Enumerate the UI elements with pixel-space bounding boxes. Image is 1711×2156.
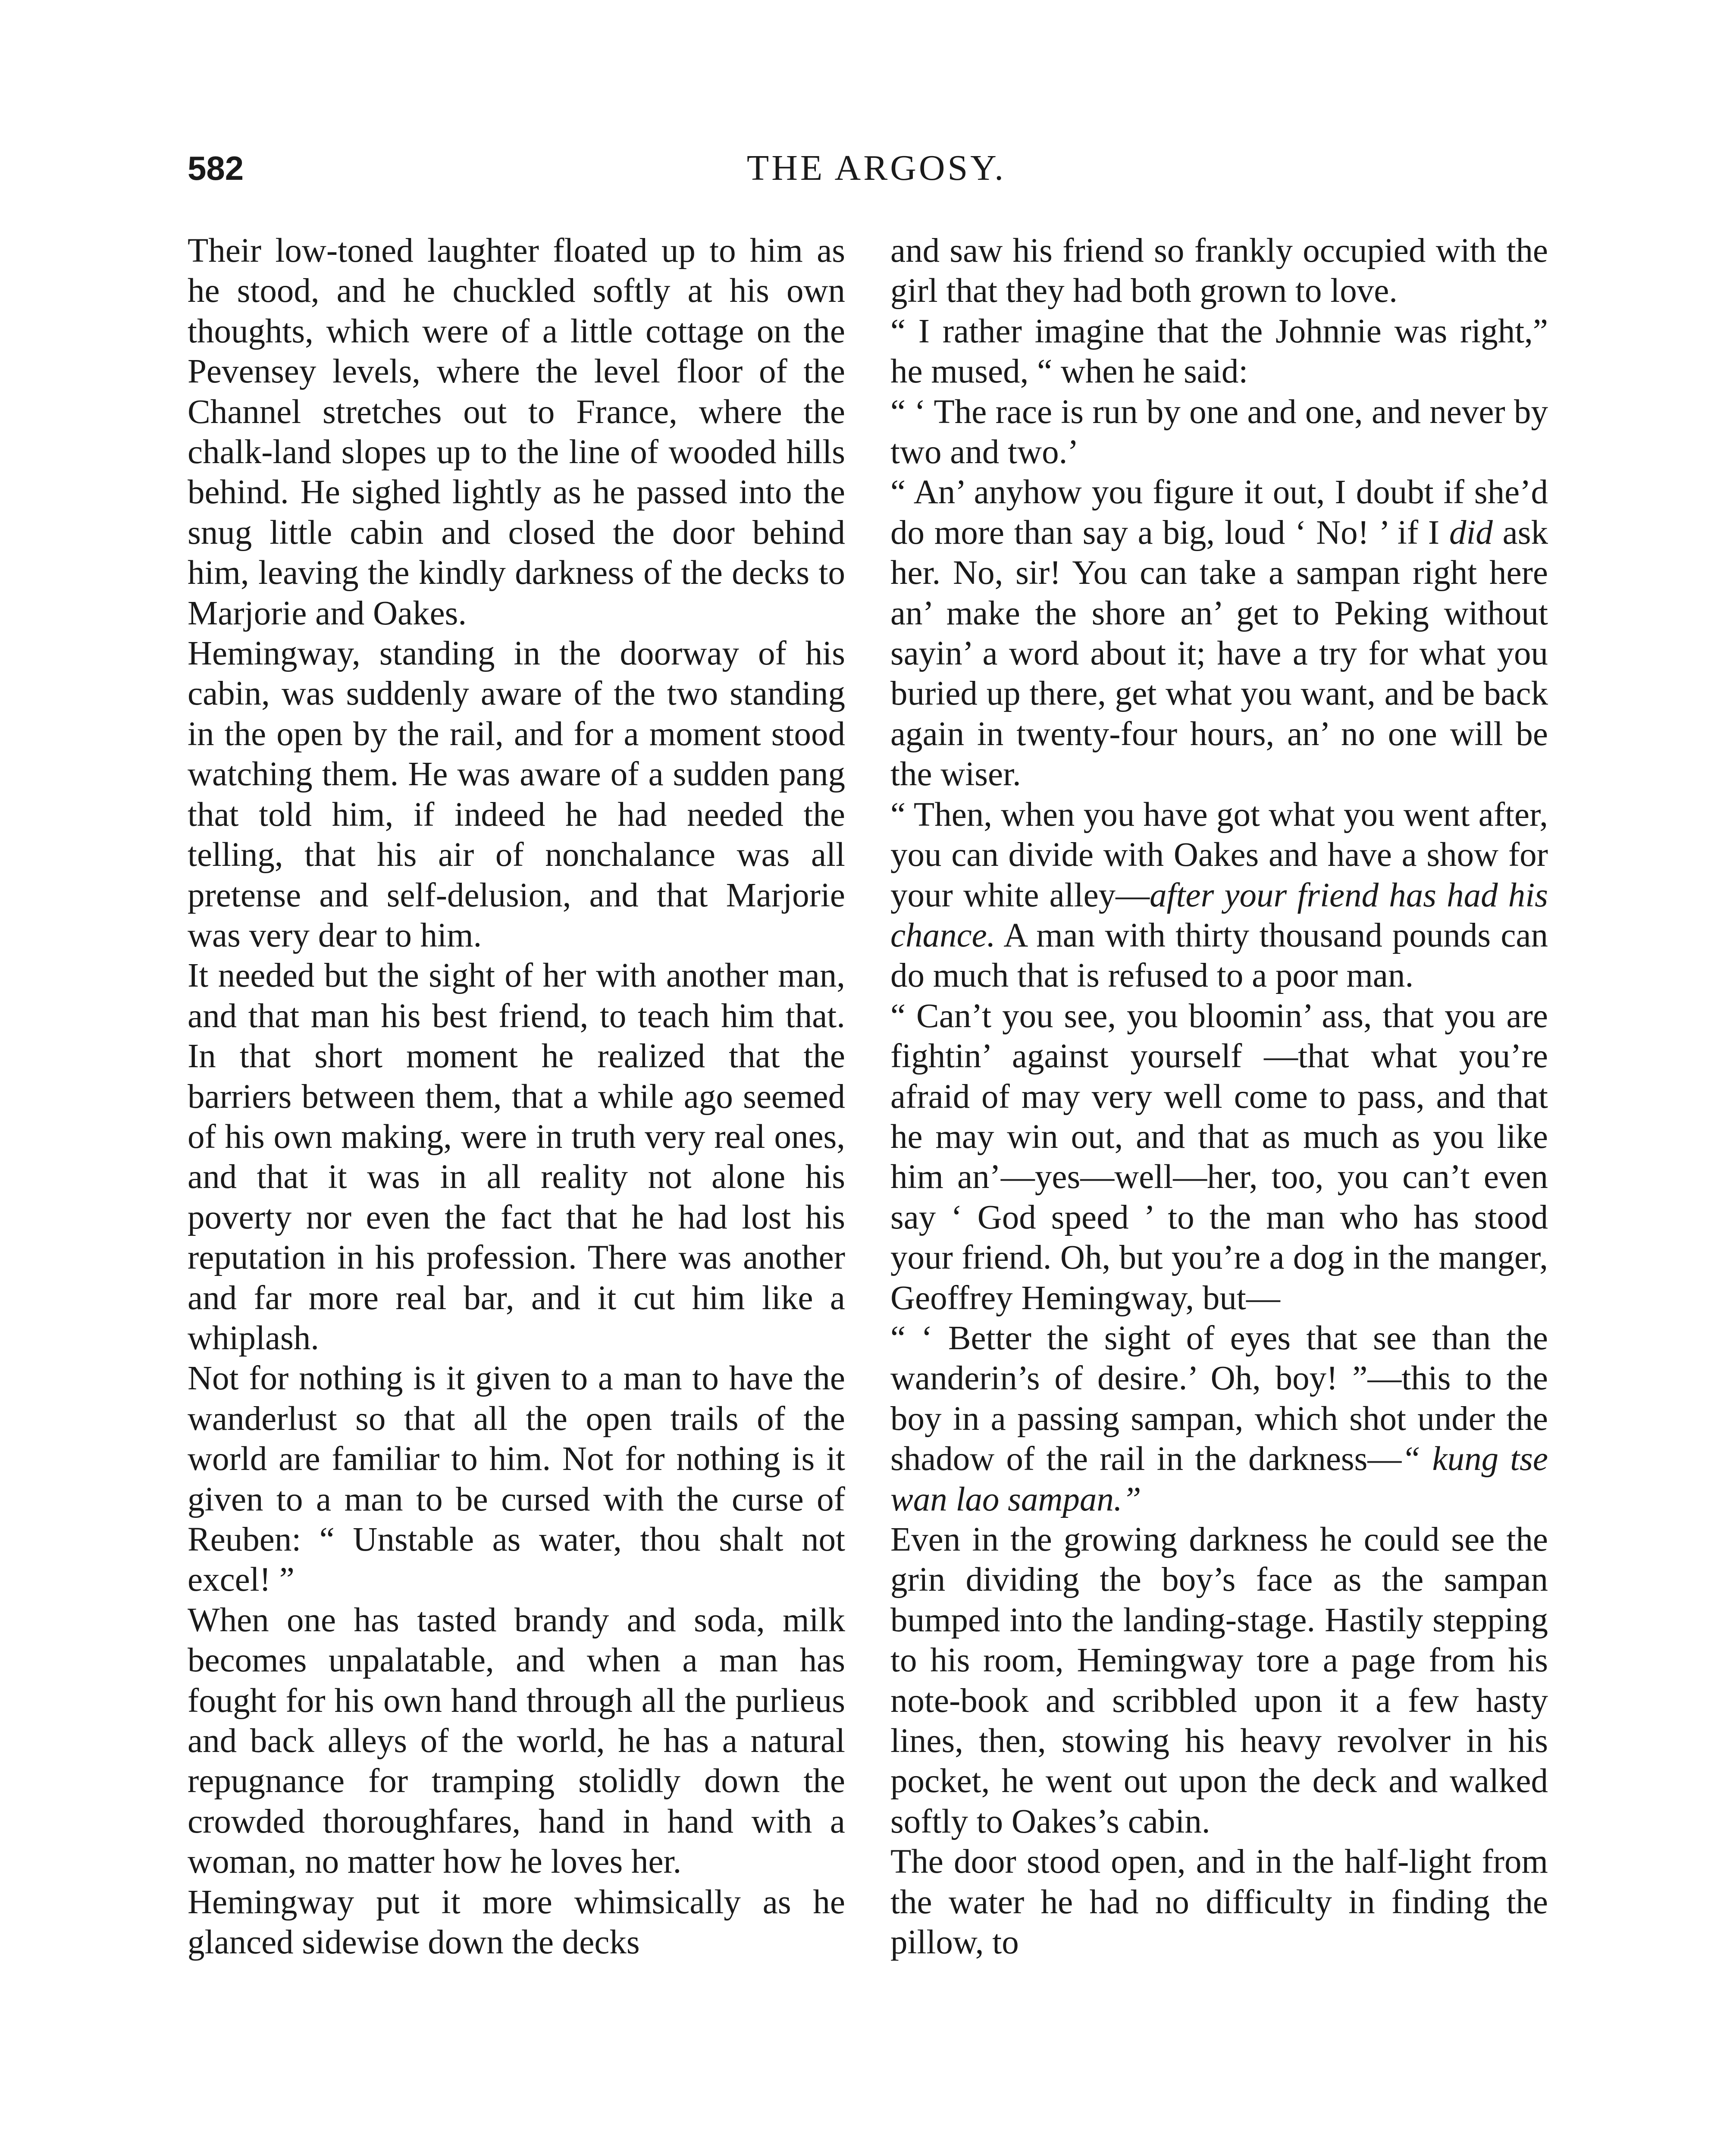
paragraph (890, 1318, 1548, 1520)
paragraph: “ I rather imagine that the Johnnie was right,” he mused, “ when he said: (890, 312, 1548, 391)
running-title: THE ARGOSY. (746, 148, 1006, 188)
paragraph: It needed but the sight of her with another man, and that man his best friend, to teach him that. In that short moment he realized that the barriers between them, that a while ago seemed of his own making, were in truth very real ones, and that it was in all reality not alone his poverty nor even the fact that he had lost his reputation in his profession. There was another and far more real bar, and it cut him like a whiplash. (188, 957, 845, 1357)
paragraph-text: “ An’ anyhow you figure it out, I doubt if she’d do more than say a big, loud ‘ No! ’ if I (890, 473, 1548, 552)
paragraph (890, 472, 1548, 794)
paragraph: Not for nothing is it given to a man to have the wanderlust so that all the open trails of the world are familiar to him. Not for nothing is it given to a man to be cursed with the curse of Reuben: “ Unstable as water, thou shalt not excel! ” (188, 1360, 845, 1599)
paragraph: Their low-toned laughter floated up to him as he stood, and he chuckled softly at his own thoughts, which were of a little cottage on the Pevensey levels, where the level floor of the Channel stretches out to France, where the chalk-land slopes up to the line of wooded hills behind. He sighed lightly as he passed into the snug little cabin and closed the door behind him, leaving the kindly darkness of the decks to Marjorie and Oakes. (188, 232, 845, 632)
paragraph: The door stood open, and in the half-light from the water he had no difficulty in finding the pillow, to (890, 1843, 1548, 1962)
paragraph: Hemingway, standing in the doorway of his cabin, was suddenly aware of the two standing in the open by the rail, and for a moment stood watching them. He was aware of a sudden pang that told him, if indeed he had needed the telling, that his air of nonchalance was all pretense and self-delusion, and that Marjorie was very dear to him. (188, 635, 845, 954)
paragraph-text: “ Then, when you have got what you went after, you can divide with Oakes and have a show for your white alley— (890, 796, 1548, 914)
paragraph: “ Can’t you see, you bloomin’ ass, that you are fightin’ against yourself —that what you’re afraid of may very well come to pass, and that he may win out, and that as much as you like him an’—yes—well—her, too, you can’t even say ‘ God speed ’ to the man who has stood your friend. Oh, but you’re a dog in the manger, Geoffrey Hemingway, but— (890, 997, 1548, 1317)
paragraph: When one has tasted brandy and soda, milk becomes unpalatable, and when a man has fought for his own hand through all the purlieus and back alleys of the world, he has a natural repugnance for tramping stolidly down the crowded thoroughfares, hand in hand with a woman, no matter how he loves her. (188, 1601, 845, 1881)
paragraph-text: “ ‘ Better the sight of eyes that see than the wanderin’s of desire.’ Oh, boy! ”—this to the boy in a passing sampan, which shot under the shadow of the rail in the darkness— (890, 1319, 1548, 1478)
right-column (890, 231, 1548, 1962)
paragraph: and saw his friend so frankly occupied with the girl that they had both grown to love. (890, 232, 1548, 310)
paragraph: Even in the growing darkness he could see the grin dividing the boy’s face as the sampan bumped into the landing-stage. Hastily stepping to his room, Hemingway tore a page from his note-book and scribbled upon it a few hasty lines, then, stowing his heavy revolver in his pocket, he went out upon the deck and walked softly to Oakes’s cabin. (890, 1521, 1548, 1840)
paragraph-text: ask her. No, sir! You can take a sampan right here an’ make the shore an’ get to Peking without sayin’ a word about it; have a try for what you buried up there, get what you want, and be back again in twenty-four hours, an’ no one will be the wiser. (890, 514, 1548, 793)
paragraph-text: A man with thirty thousand pounds can do much that is refused to a poor man. (890, 916, 1548, 995)
paragraph: Hemingway put it more whimsically as he glanced sidewise down the decks (188, 1883, 845, 1962)
page-header (188, 144, 1565, 192)
paragraph (890, 795, 1548, 996)
page-number: 582 (188, 149, 244, 187)
italic-text: did (1449, 514, 1493, 552)
left-column (188, 231, 845, 1962)
italic-text: after your friend has had his chance. (890, 876, 1548, 954)
paragraph: “ ‘ The race is run by one and one, and never by two and two.’ (890, 393, 1548, 471)
italic-text: “ kung tse wan lao sampan.” (890, 1440, 1548, 1518)
